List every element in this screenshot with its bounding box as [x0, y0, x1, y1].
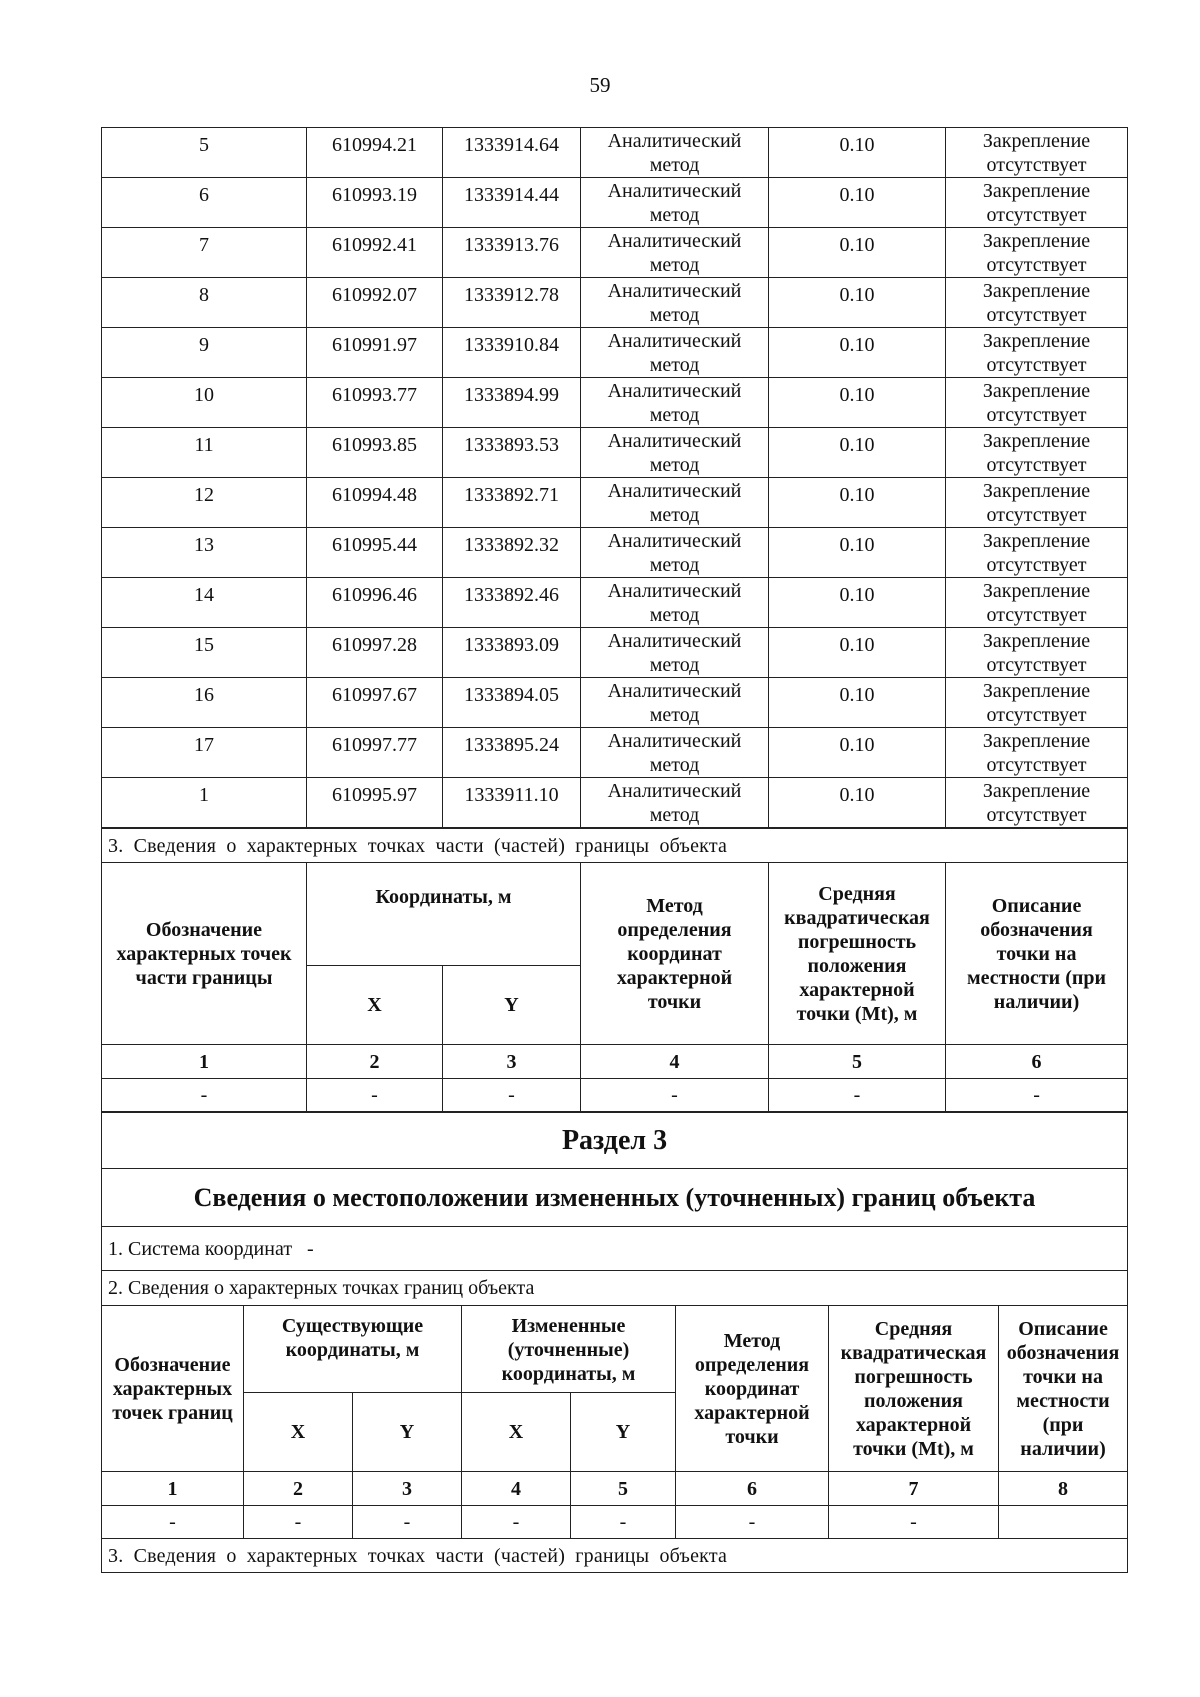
coord-y: 1333895.24 [443, 728, 581, 778]
coord-x: 610997.67 [307, 678, 443, 728]
header-line: квадратическая [784, 906, 930, 929]
header-method [581, 863, 769, 1045]
method: Аналитический метод [581, 628, 769, 678]
mt-value: 0.10 [769, 628, 946, 678]
header-line: погрешность [854, 1365, 973, 1388]
coord-y: 1333910.84 [443, 328, 581, 378]
coord-y: 1333914.44 [443, 178, 581, 228]
table-row [102, 428, 1128, 478]
method: Аналитический метод [581, 578, 769, 628]
header-line: характерной [855, 1413, 972, 1436]
method: Аналитический метод [581, 128, 769, 178]
header-line: координаты, м [501, 1363, 636, 1385]
point-number: 5 [102, 128, 307, 178]
points-table [101, 127, 1128, 828]
point-number: 7 [102, 228, 307, 278]
s3-header-mt [829, 1306, 999, 1472]
mt-value: 0.10 [769, 378, 946, 428]
point-number: 12 [102, 478, 307, 528]
coord-x: 610994.48 [307, 478, 443, 528]
header-line: Метод [723, 1329, 781, 1352]
header-line: местности (при [967, 966, 1107, 989]
document-body [101, 127, 1127, 1573]
column-number: 6 [946, 1045, 1128, 1079]
s3-header-method [676, 1306, 829, 1472]
coord-y: 1333894.99 [443, 378, 581, 428]
mt-value: 0.10 [769, 728, 946, 778]
mt-value: 0.10 [769, 528, 946, 578]
point-number: 9 [102, 328, 307, 378]
header-line: характерной [616, 966, 733, 989]
point-number: 17 [102, 728, 307, 778]
method: Аналитический метод [581, 478, 769, 528]
method: Аналитический метод [581, 528, 769, 578]
method: Аналитический метод [581, 278, 769, 328]
point-description: Закрепление отсутствует [946, 578, 1128, 628]
empty-cell: - [946, 1079, 1128, 1112]
empty-cell: - [353, 1506, 462, 1539]
header-line: определения [617, 918, 732, 941]
empty-cell: - [829, 1506, 999, 1539]
coord-system: 1. Система координат - [102, 1227, 1128, 1271]
mt-value: 0.10 [769, 778, 946, 828]
point-number: 15 [102, 628, 307, 678]
coord-y: 1333892.32 [443, 528, 581, 578]
s3-header-existing-x: X [244, 1393, 353, 1472]
mt-value: 0.10 [769, 678, 946, 728]
column-number: 5 [769, 1045, 946, 1079]
header-line: местности [1016, 1389, 1110, 1412]
header-line: Описание [991, 894, 1082, 917]
column-number: 2 [307, 1045, 443, 1079]
header-line: квадратическая [840, 1341, 987, 1364]
header-line: точки (Mt), м [853, 1437, 974, 1460]
point-number: 10 [102, 378, 307, 428]
point-description: Закрепление отсутствует [946, 478, 1128, 528]
coord-y: 1333911.10 [443, 778, 581, 828]
table-row [102, 278, 1128, 328]
table-row [102, 628, 1128, 678]
coord-x: 610994.21 [307, 128, 443, 178]
header-line: координаты, м [285, 1339, 420, 1361]
table-row [102, 228, 1128, 278]
coord-x: 610997.28 [307, 628, 443, 678]
coord-x: 610996.46 [307, 578, 443, 628]
mt-value: 0.10 [769, 578, 946, 628]
header-line: Существующие [281, 1315, 424, 1337]
header-line: наличии) [993, 990, 1080, 1013]
table-row [102, 328, 1128, 378]
header-designation [102, 863, 307, 1045]
mt-value: 0.10 [769, 228, 946, 278]
header-line: определения [694, 1353, 810, 1376]
empty-cell: - [307, 1079, 443, 1112]
empty-cell: - [676, 1506, 829, 1539]
column-number: 2 [244, 1472, 353, 1506]
column-number: 8 [999, 1472, 1128, 1506]
column-number: 1 [102, 1045, 307, 1079]
header-line: характерной [694, 1401, 810, 1424]
points-note: 2. Сведения о характерных точках границ объекта [102, 1271, 1128, 1306]
table-row [102, 578, 1128, 628]
point-description: Закрепление отсутствует [946, 228, 1128, 278]
header-line: положения [807, 954, 907, 977]
column-number: 7 [829, 1472, 999, 1506]
point-description: Закрепление отсутствует [946, 328, 1128, 378]
coord-x: 610992.07 [307, 278, 443, 328]
empty-cell: - [571, 1506, 676, 1539]
s3-header-existing-y: Y [353, 1393, 462, 1472]
table-row [102, 728, 1128, 778]
header-line: точки [725, 1425, 779, 1448]
point-number: 1 [102, 778, 307, 828]
table-row [102, 128, 1128, 178]
s3-header-designation [102, 1306, 244, 1472]
point-description: Закрепление отсутствует [946, 178, 1128, 228]
column-number: 3 [443, 1045, 581, 1079]
table-row [102, 678, 1128, 728]
header-line: координат [627, 942, 722, 965]
coord-y: 1333913.76 [443, 228, 581, 278]
header-line: Средняя [874, 1317, 953, 1340]
table-row [102, 178, 1128, 228]
mt-value: 0.10 [769, 428, 946, 478]
header-line: Обозначение [114, 1353, 231, 1376]
mt-value: 0.10 [769, 128, 946, 178]
table-row [102, 478, 1128, 528]
header-line: точки на [996, 942, 1077, 965]
table-row [102, 778, 1128, 828]
header-line: точки [647, 990, 702, 1013]
point-number: 8 [102, 278, 307, 328]
coord-y: 1333893.53 [443, 428, 581, 478]
header-mt [769, 863, 946, 1045]
column-number: 1 [102, 1472, 244, 1506]
mt-value: 0.10 [769, 178, 946, 228]
header-line: характерной [799, 978, 915, 1001]
coord-x: 610993.19 [307, 178, 443, 228]
method: Аналитический метод [581, 678, 769, 728]
mt-value: 0.10 [769, 328, 946, 378]
empty-cell [999, 1506, 1128, 1539]
point-number: 6 [102, 178, 307, 228]
method: Аналитический метод [581, 328, 769, 378]
s3-header-changed-x: X [462, 1393, 571, 1472]
header-line: части границы [135, 966, 273, 989]
table-row [102, 528, 1128, 578]
point-description: Закрепление отсутствует [946, 678, 1128, 728]
method: Аналитический метод [581, 378, 769, 428]
method: Аналитический метод [581, 728, 769, 778]
header-line: Метод [646, 894, 703, 917]
parts-note: 3. Сведения о характерных точках части (частей) границы объекта [102, 829, 1128, 863]
coord-y: 1333894.05 [443, 678, 581, 728]
point-description: Закрепление отсутствует [946, 728, 1128, 778]
column-number: 3 [353, 1472, 462, 1506]
section3-title: Раздел 3 [102, 1113, 1128, 1169]
parts-table [101, 828, 1128, 1112]
s3-header-changed-y: Y [571, 1393, 676, 1472]
header-coordinates: Координаты, м [307, 863, 581, 966]
coord-y: 1333914.64 [443, 128, 581, 178]
point-description: Закрепление отсутствует [946, 128, 1128, 178]
mt-value: 0.10 [769, 478, 946, 528]
s3-header-existing [244, 1306, 462, 1393]
point-number: 13 [102, 528, 307, 578]
header-line: Средняя [818, 882, 896, 905]
method: Аналитический метод [581, 428, 769, 478]
point-description: Закрепление отсутствует [946, 528, 1128, 578]
coord-y: 1333893.09 [443, 628, 581, 678]
point-number: 16 [102, 678, 307, 728]
method: Аналитический метод [581, 778, 769, 828]
empty-cell: - [443, 1079, 581, 1112]
header-line: координат [704, 1377, 800, 1400]
header-line: обозначения [1006, 1341, 1120, 1364]
s3-header-description [999, 1306, 1128, 1472]
header-line: Обозначение [145, 918, 263, 941]
coord-y: 1333892.46 [443, 578, 581, 628]
section3-subtitle: Сведения о местоположении измененных (уточненных) границ объекта [102, 1169, 1128, 1227]
header-line: (уточненные) [507, 1339, 630, 1361]
header-x: X [307, 966, 443, 1045]
coord-x: 610995.44 [307, 528, 443, 578]
coord-x: 610997.77 [307, 728, 443, 778]
column-number: 6 [676, 1472, 829, 1506]
method: Аналитический метод [581, 228, 769, 278]
column-number: 5 [571, 1472, 676, 1506]
header-line: погрешность [797, 930, 917, 953]
column-number: 4 [462, 1472, 571, 1506]
header-line: характерных точек [116, 942, 292, 965]
column-number: 4 [581, 1045, 769, 1079]
coord-x: 610991.97 [307, 328, 443, 378]
coord-x: 610993.85 [307, 428, 443, 478]
table-row [102, 378, 1128, 428]
empty-cell: - [581, 1079, 769, 1112]
point-description: Закрепление отсутствует [946, 628, 1128, 678]
point-number: 11 [102, 428, 307, 478]
header-line: (при [1042, 1413, 1084, 1436]
header-line: положения [864, 1389, 963, 1412]
empty-cell: - [102, 1079, 307, 1112]
empty-cell: - [462, 1506, 571, 1539]
page-number: 59 [589, 73, 611, 97]
point-description: Закрепление отсутствует [946, 278, 1128, 328]
empty-cell: - [769, 1079, 946, 1112]
point-description: Закрепление отсутствует [946, 428, 1128, 478]
header-line: Описание [1018, 1317, 1108, 1340]
s3-header-changed [462, 1306, 676, 1393]
coord-y: 1333912.78 [443, 278, 581, 328]
header-line: точки (Mt), м [796, 1002, 918, 1025]
coord-x: 610993.77 [307, 378, 443, 428]
header-line: точек границ [112, 1401, 233, 1424]
coord-y: 1333892.71 [443, 478, 581, 528]
header-line: обозначения [980, 918, 1093, 941]
empty-cell: - [244, 1506, 353, 1539]
header-line: наличии) [1020, 1437, 1106, 1460]
header-line: Измененные [511, 1315, 626, 1337]
point-number: 14 [102, 578, 307, 628]
method: Аналитический метод [581, 178, 769, 228]
point-description: Закрепление отсутствует [946, 378, 1128, 428]
mt-value: 0.10 [769, 278, 946, 328]
header-line: характерных [112, 1377, 233, 1400]
coord-x: 610995.97 [307, 778, 443, 828]
header-description [946, 863, 1128, 1045]
section3-table [101, 1112, 1128, 1573]
empty-cell: - [102, 1506, 244, 1539]
point-description: Закрепление отсутствует [946, 778, 1128, 828]
s3-parts-note: 3. Сведения о характерных точках части (частей) границы объекта [102, 1539, 1128, 1573]
header-y: Y [443, 966, 581, 1045]
coord-x: 610992.41 [307, 228, 443, 278]
header-line: точки на [1023, 1365, 1103, 1388]
